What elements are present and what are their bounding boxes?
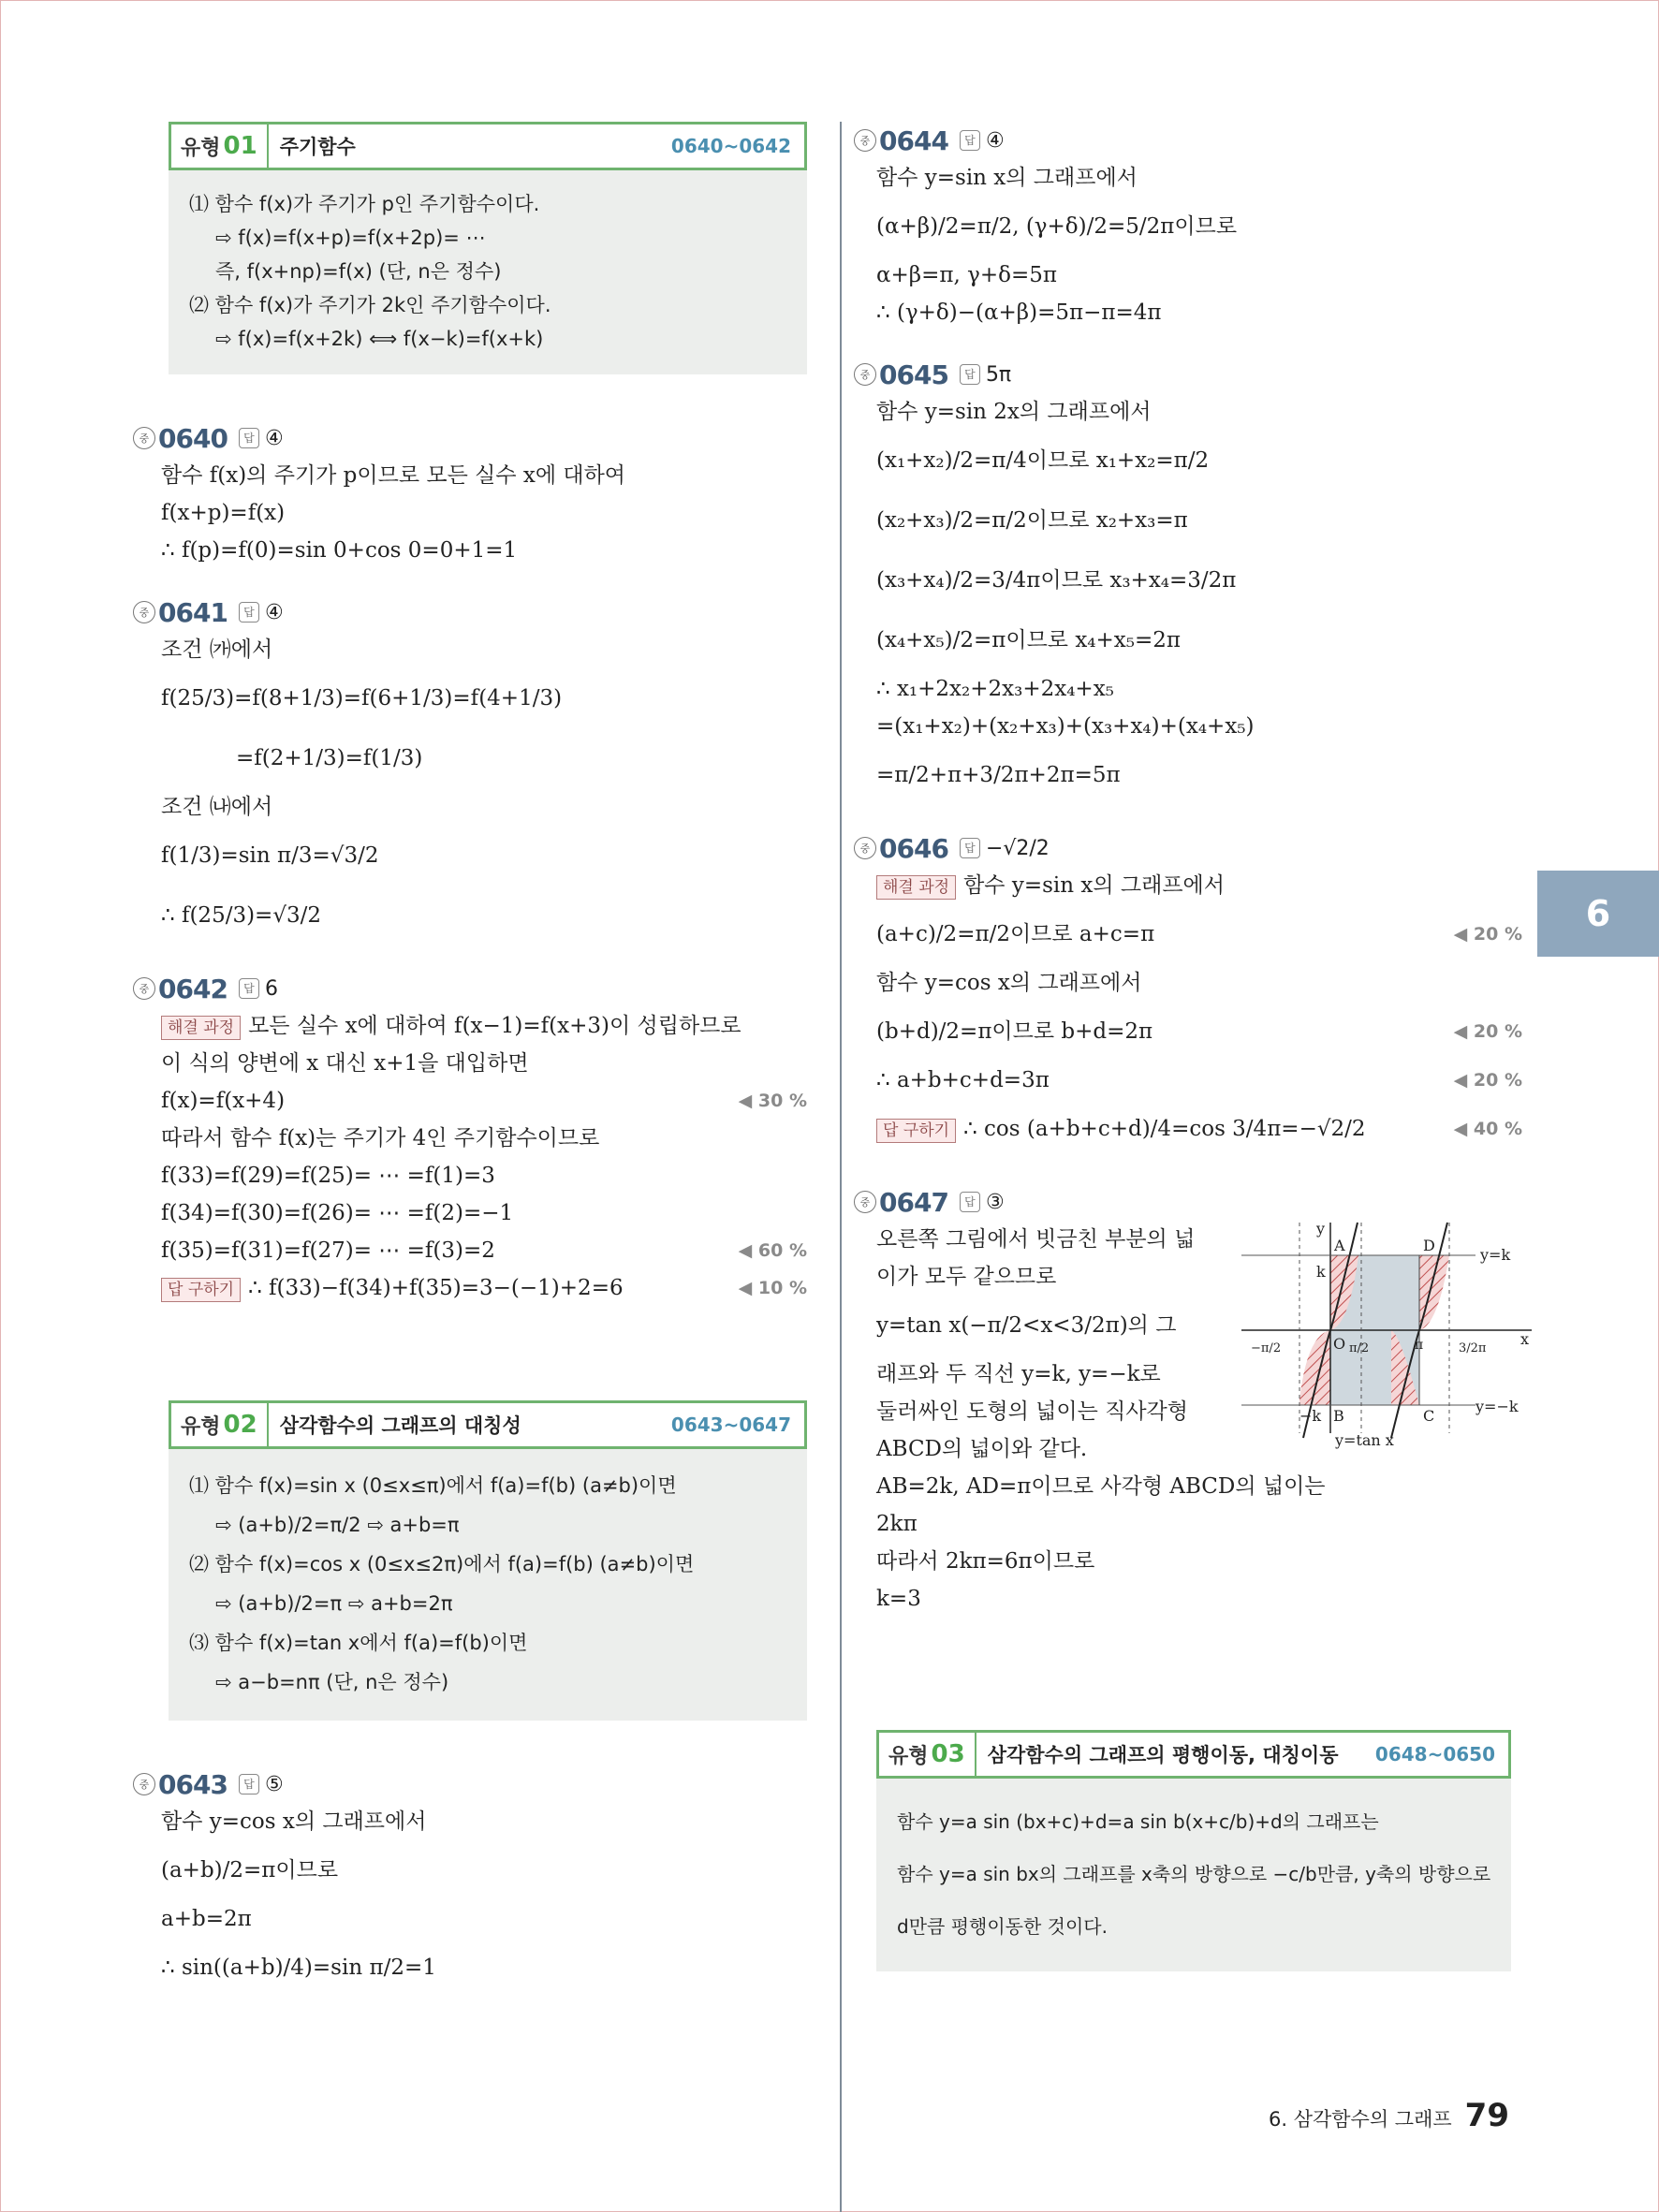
answer: ④ [985,128,1005,153]
graph-label: A [1334,1237,1345,1254]
score-percent: ◀ 60 % [738,1240,807,1261]
solution-line: k=3 [876,1587,921,1611]
solution-line: 함수 y=cos x의 그래프에서 [161,1809,427,1834]
problem-number: 0641 [158,596,228,628]
problem-header [854,356,1509,393]
type03-range: 0648~0650 [1374,1743,1495,1765]
type02-line: ⇨ a−b=nπ (단, n은 정수) [215,1671,449,1693]
problem-0647 [854,1183,1530,1618]
answer-badge: 답 [239,1774,259,1795]
problem-0643 [139,1765,807,1998]
step-tag: 해결 과정 [161,1016,241,1040]
problem-header [133,593,807,631]
type01-header [169,122,807,170]
answer: ③ [985,1190,1005,1214]
graph-label: C [1423,1407,1435,1425]
solution-line: 함수 y=sin 2x의 그래프에서 [876,400,1152,424]
solution-line: (α+β)/2=π/2, (γ+δ)/2=5/2π이므로 [876,214,1238,239]
solution-line: y=tan x(−π/2<x<3/2π)의 그 [876,1313,1177,1338]
type01-title: 주기함수 [279,136,356,158]
type01-line: ⑴ 함수 f(x)가 주기가 p인 주기함수이다. [189,193,540,215]
score-percent: ◀ 20 % [1453,1070,1522,1091]
answer-badge: 답 [239,602,259,623]
type01-line: ⇨ f(x)=f(x+2k) ⟺ f(x−k)=f(x+k) [215,328,544,350]
type02-line: ⑵ 함수 f(x)=cos x (0≤x≤2π)에서 f(a)=f(b) (a≠b)이면 [189,1553,695,1575]
type02-title: 삼각함수의 그래프의 대칭성 [279,1414,521,1437]
solution-line: 2kπ [876,1512,918,1536]
solution-line: 둘러싸인 도형의 넓이는 직사각형 [876,1399,1188,1424]
solution-line: =f(2+1/3)=f(1/3) [236,746,423,770]
type02-body [169,1449,807,1721]
solution-line: f(33)=f(29)=f(25)= ⋯ =f(1)=3 [161,1164,495,1188]
solution-line: 오른쪽 그림에서 빗금친 부분의 넓 [876,1227,1196,1252]
solution-line: 함수 y=sin x의 그래프에서 [876,166,1138,190]
solution-line: 함수 y=sin x의 그래프에서 [963,873,1225,898]
level-badge: 중 [854,129,876,152]
problem-header [133,1765,807,1803]
solution-line: f(x)=f(x+4) [161,1089,286,1113]
solution-line: 모든 실수 x에 대하여 f(x−1)=f(x+3)이 성립하므로 [248,1014,741,1038]
answer-badge: 답 [960,130,980,151]
solution-line: f(1/3)=sin π/3=√3/2 [161,843,379,868]
problem-header [133,970,807,1007]
level-badge: 중 [133,1773,155,1795]
page-footer [1269,2097,1509,2134]
score-percent: ◀ 10 % [738,1278,807,1298]
solution-line: ABCD의 넓이와 같다. [876,1437,1088,1461]
answer: ④ [264,600,284,624]
problem-0642 [139,970,807,1307]
solution-line: 래프와 두 직선 y=k, y=−k로 [876,1362,1161,1386]
problem-number: 0642 [158,973,228,1004]
problem-number: 0645 [879,359,948,390]
graph-label: π/2 [1349,1341,1370,1355]
type02-range: 0643~0647 [670,1414,791,1436]
problem-0641 [139,593,807,945]
right-column [854,122,1530,2016]
solution-line: f(34)=f(30)=f(26)= ⋯ =f(2)=−1 [161,1201,514,1225]
graph-label: y=−k [1475,1398,1519,1415]
solution-line: ∴ f(33)−f(34)+f(35)=3−(−1)+2=6 [248,1276,624,1300]
solution-line: AB=2k, AD=π이므로 사각형 ABCD의 넓이는 [876,1474,1326,1499]
problem-header [854,829,1509,867]
solution-line: 이 식의 양변에 x 대신 x+1을 대입하면 [161,1051,529,1076]
type01-box [169,122,807,374]
score-percent: ◀ 20 % [1453,924,1522,945]
solution-line: ∴ f(p)=f(0)=sin 0+cos 0=0+1=1 [161,538,518,563]
solution-line: (x₄+x₅)/2=π이므로 x₄+x₅=2π [876,628,1182,652]
answer-badge: 답 [239,428,259,448]
answer: ④ [264,426,284,450]
solution-line: f(35)=f(31)=f(27)= ⋯ =f(3)=2 [161,1238,495,1263]
solution-line: 조건 ㈎에서 [161,637,273,662]
type01-line: ⑵ 함수 f(x)가 주기가 2k인 주기함수이다. [189,294,551,316]
graph-label: y [1316,1220,1326,1238]
answer-badge: 답 [239,978,259,999]
level-badge: 중 [133,977,155,1000]
type02-box [169,1400,807,1721]
type03-line: 함수 y=a sin (bx+c)+d=a sin b(x+c/b)+d의 그래프는 [897,1810,1379,1833]
solution-line: ∴ cos (a+b+c+d)/4=cos 3/4π=−√2/2 [963,1117,1366,1141]
solution-line: (x₁+x₂)/2=π/4이므로 x₁+x₂=π/2 [876,448,1210,473]
type03-body [876,1779,1511,1971]
problem-number: 0644 [879,125,948,156]
problem-0645 [854,356,1509,805]
solution-line: =π/2+π+3/2π+2π=5π [876,763,1121,787]
type01-body [169,170,807,374]
graph-label: x [1520,1330,1530,1348]
level-badge: 중 [133,601,155,623]
solution-line: 이가 모두 같으므로 [876,1265,1057,1289]
step-tag: 답 구하기 [876,1119,956,1143]
step-tag: 해결 과정 [876,875,956,900]
graph-label: y=tan x [1335,1431,1394,1449]
solution-line: ∴ (γ+δ)−(α+β)=5π−π=4π [876,300,1162,325]
solution-line: ∴ x₁+2x₂+2x₃+2x₄+x₅ [876,677,1114,701]
solution-line: 함수 y=cos x의 그래프에서 [876,971,1142,995]
level-badge: 중 [854,837,876,859]
type02-line: ⇨ (a+b)/2=π/2 ⇨ a+b=π [215,1514,460,1536]
problem-number: 0646 [879,832,948,864]
problem-0646 [854,829,1522,1159]
type02-header [169,1400,807,1449]
graph-label: B [1333,1407,1344,1425]
solution-line: =(x₁+x₂)+(x₂+x₃)+(x₃+x₄)+(x₄+x₅) [876,714,1255,739]
answer-badge: 답 [960,838,980,858]
solution-line: α+β=π, γ+δ=5π [876,263,1057,287]
graph-label: O [1333,1335,1346,1353]
type03-box [876,1730,1511,1971]
level-badge: 중 [854,363,876,386]
problem-header [133,419,807,457]
left-column [139,122,807,2022]
solution-line: a+b=2π [161,1907,252,1931]
type02-line: ⇨ (a+b)/2=π ⇨ a+b=2π [215,1592,453,1615]
problem-number: 0643 [158,1768,228,1800]
graph-label: D [1423,1237,1435,1254]
answer: −√2/2 [985,836,1050,860]
solution-line: 조건 ㈏에서 [161,795,273,819]
type01-range: 0640~0642 [670,135,791,157]
answer-badge: 답 [960,1192,980,1212]
answer-badge: 답 [960,364,980,385]
column-divider [840,122,842,2212]
type03-header [876,1730,1511,1779]
problem-number: 0647 [879,1186,948,1218]
problem-0640 [139,419,807,569]
level-badge: 중 [133,427,155,449]
answer: 6 [264,976,278,1001]
score-percent: ◀ 20 % [1453,1021,1522,1042]
solution-line: (x₃+x₄)/2=3/4π이므로 x₃+x₄=3/2π [876,568,1237,593]
type01-line: 즉, f(x+np)=f(x) (단, n은 정수) [215,260,502,283]
answer: 5π [985,362,1012,387]
type03-title: 삼각함수의 그래프의 평행이동, 대칭이동 [987,1744,1339,1766]
graph-label: k [1316,1263,1326,1281]
type02-label: 유형 02 [171,1403,269,1446]
solution-line: (b+d)/2=π이므로 b+d=2π [876,1019,1153,1044]
answer: ⑤ [264,1772,284,1796]
graph-label: −k [1299,1407,1322,1425]
solution-line: 따라서 2kπ=6π이므로 [876,1549,1095,1574]
problem-0644 [854,122,1509,331]
type03-line: 함수 y=a sin bx의 그래프를 x축의 방향으로 −c/b만큼, y축의 방향으로 [897,1863,1491,1885]
type02-line: ⑶ 함수 f(x)=tan x에서 f(a)=f(b)이면 [189,1632,528,1654]
graph-label: −π/2 [1251,1341,1282,1355]
problem-header [854,122,1509,159]
solution-line: 함수 f(x)의 주기가 p이므로 모든 실수 x에 대하여 [161,463,626,488]
score-percent: ◀ 30 % [738,1091,807,1111]
graph-label: 3/2π [1459,1341,1487,1355]
type01-line: ⇨ f(x)=f(x+p)=f(x+2p)= ⋯ [215,227,486,249]
graph-label: π [1415,1338,1424,1353]
page-number: 79 [1464,2097,1509,2134]
chapter-tab: 6 [1537,871,1659,957]
solution-line: (x₂+x₃)/2=π/2이므로 x₂+x₃=π [876,508,1188,533]
graph-label: y=k [1480,1246,1511,1264]
step-tag: 답 구하기 [161,1278,241,1302]
score-percent: ◀ 40 % [1453,1119,1522,1139]
level-badge: 중 [854,1191,876,1213]
type01-label: 유형 01 [171,125,269,168]
solution-line: ∴ f(25/3)=√3/2 [161,903,321,928]
solution-line: ∴ a+b+c+d=3π [876,1068,1050,1092]
solution-line: ∴ sin((a+b)/4)=sin π/2=1 [161,1956,436,1980]
solution-line: (a+c)/2=π/2이므로 a+c=π [876,922,1155,946]
problem-number: 0640 [158,422,228,454]
solution-line: (a+b)/2=π이므로 [161,1858,339,1882]
type03-label: 유형 03 [879,1733,976,1776]
solution-line: 따라서 함수 f(x)는 주기가 4인 주기함수이므로 [161,1126,600,1150]
solution-line: f(x+p)=f(x) [161,501,286,525]
type03-line: d만큼 평행이동한 것이다. [897,1915,1108,1938]
footer-chapter: 6. 삼각함수의 그래프 [1268,2108,1452,2131]
solution-line: f(25/3)=f(8+1/3)=f(6+1/3)=f(4+1/3) [161,686,563,710]
type02-line: ⑴ 함수 f(x)=sin x (0≤x≤π)에서 f(a)=f(b) (a≠b)이면 [189,1474,677,1497]
